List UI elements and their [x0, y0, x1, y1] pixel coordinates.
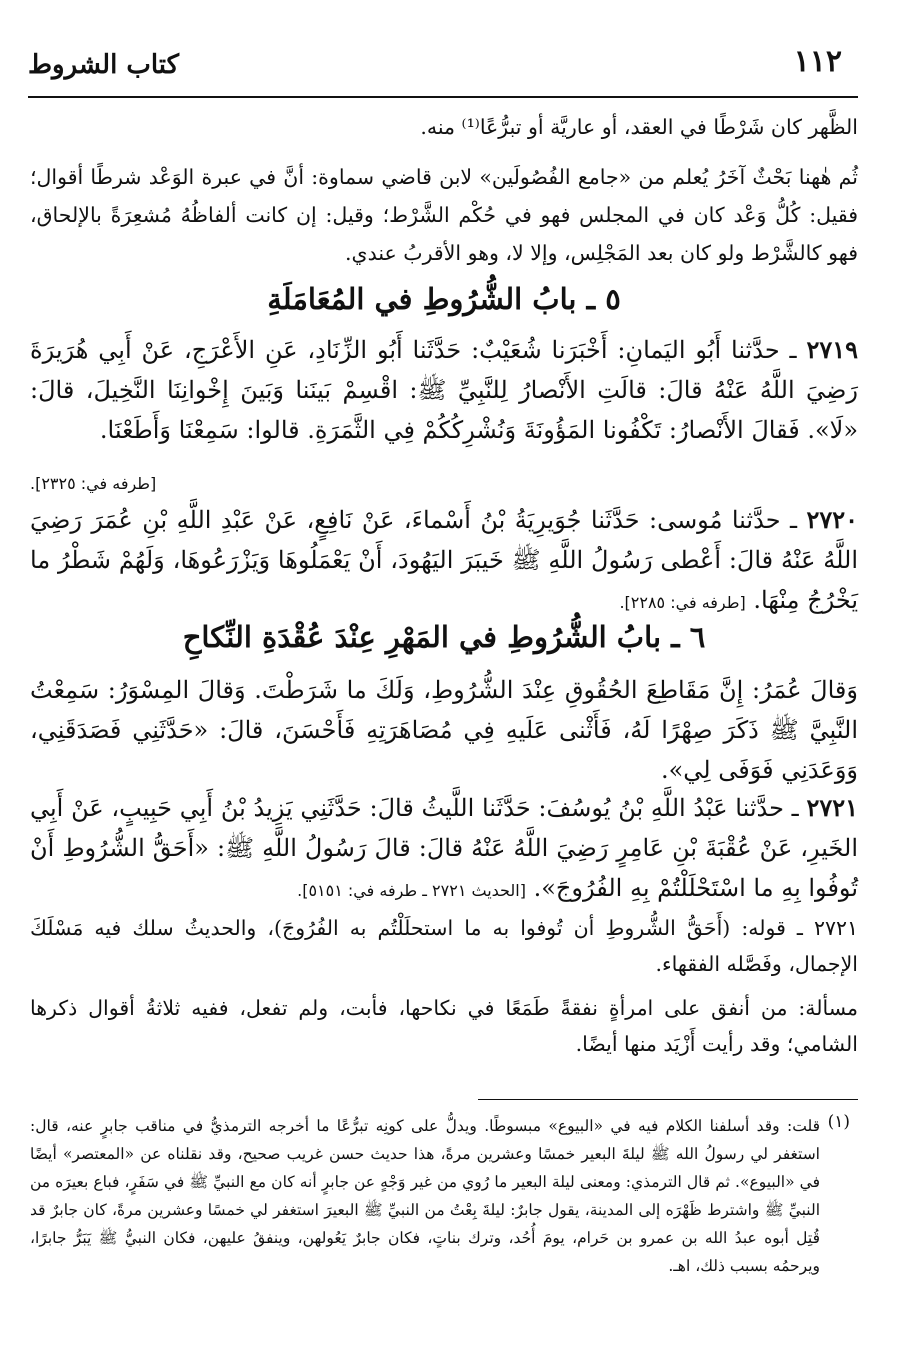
hadith-number: ٢٧٢٠: [806, 505, 858, 534]
hadith-reference: [طرفه في: ٢٢٨٥].: [619, 593, 746, 612]
commentary-number: ٢٧٢١: [813, 916, 858, 940]
hadith-2720: [30, 500, 858, 623]
masala-paragraph: [30, 990, 858, 1062]
commentary-2721: [30, 910, 858, 982]
hadith-number: ٢٧١٩: [806, 335, 858, 364]
hadith-text: ـ حدَّثنا أَبُو اليَمانِ: أَخْبَرَنا شُعَيْبٌ: حَدَّثَنا أَبُو الزِّنَادِ، عَنِ الأَعْرَجِ، عَنْ أَبِي هُرَيرَةَ رَضِيَ اللَّهُ عَنْهُ قالَ: قالَتِ الأَنْصارُ لِلنَّبِيِّ ﷺ: اقْسِمْ بَينَنا وَبَينَ إِخْوانِنَا النَّخِيلَ، قالَ: «لَا». فَقالَ الأَنْصارُ: تَكْفُونا المَؤُونَةَ وَنُشْرِكُكُمْ فِي الثَّمَرَةِ. قالوا: سَمِعْنَا وَأَطَعْنَا.: [30, 336, 858, 444]
footnote-marker: (١): [827, 1112, 850, 1132]
commentary-text: ـ قوله: (أَحَقُّ الشُّروطِ أن تُوفوا به ما استحلَلْتُم به الفُرُوجَ)، والحديثُ سلك فيه مَسْلَكَ الإجمال، وفَصَّله الفقهاء.: [30, 916, 858, 976]
page-number: ١١٢: [793, 44, 842, 79]
book-title: كتاب الشروط: [28, 50, 179, 80]
footnote-text: قلت: وقد أسلفنا الكلام فيه في «البيوع» مبسوطًا. ويدلُّ على كونِه تبرُّعًا ما أخرجه الترمذيُّ في مناقب جابرٍ عنه، قال: استغفر لي رسولُ الله ﷺ ليلةَ البعير خمسًا وعشرين مرةً، هذا حديث حسن غريب صحيح، وقد نقلناه عن «المعتصر» أيضًا في «البيوع». ثم قال الترمذي: ومعنى ليلة البعير ما رُوي من غير وَجْهٍ عن جابرٍ أنه كان مع النبيِّ ﷺ في سَفَرٍ، فباع بعيرَه من النبيِّ ﷺ واشترط ظَهْرَه إلى المدينة، يقول جابرٌ: ليلةَ بِعْتُ من النبيِّ ﷺ البعيرَ استغفر لي خمسًا وعشرين مرةً، كان جابرٌ قد قُتِل أبوه عبدُ الله بن عمرو بن حَرام، يومَ أُحُد، وترك بناتٍ، فكان جابرٌ يَعُولهن، وينفقُ عليهن، فكان النبيُّ ﷺ يَبَرُّ جابرًا، ويرحمُه بسبب ذلك، اهـ.: [30, 1117, 820, 1275]
hadith-2719: [30, 330, 858, 450]
hadith-2719-reference: [طرفه في: ٢٣٢٥].: [30, 474, 157, 493]
hadith-text: ـ حدَّثنا عَبْدُ اللَّهِ بْنُ يُوسُفَ: حَدَّثَنا اللَّيثُ قالَ: حَدَّثَنِي يَزِيدُ بْنُ أَبِي حَبِيبٍ، عَنْ أَبِي الخَيرِ، عَنْ عُقْبَةَ بْنِ عَامِرٍ رَضِيَ اللَّهُ عَنْهُ قالَ: قالَ رَسُولُ اللَّهِ ﷺ: «أَحَقُّ الشُّرُوطِ أَنْ تُوفُوا بِهِ ما اسْتَحْلَلْتُمْ بِهِ الفُرُوجَ».: [30, 794, 858, 902]
hadith-text: ـ حدَّثنا مُوسى: حَدَّثَنا جُوَيرِيَةُ بْنُ أَسْماءَ، عَنْ نَافِعٍ، عَنْ عَبْدِ اللَّهِ بْنِ عُمَرَ رَضِيَ اللَّهُ عَنْهُ قالَ: أَعْطى رَسُولُ اللَّهِ ﷺ خَيبَرَ اليَهُودَ، أَنْ يَعْمَلُوهَا وَيَزْرَعُوهَا، وَلَهُمْ شَطْرُ ما يَخْرُجُ مِنْهَا.: [30, 506, 858, 614]
intro-paragraph-1: الظَّهر كان شَرْطًا في العقد، أو عاريَّة أو تبرُّعًا⁽¹⁾ منه.: [420, 115, 858, 139]
chapter-6-title: ٦ ـ بابُ الشُّرُوطِ في المَهْرِ عِنْدَ عُقْدَةِ النِّكاحِ: [182, 620, 706, 654]
footnote-divider: [478, 1099, 858, 1100]
hadith-2721: [30, 788, 858, 911]
hadith-reference: [الحديث ٢٧٢١ ـ طرفه في: ٥١٥١].: [297, 881, 526, 900]
masala-text: من أنفق على امرأةٍ نفقةً طَمَعًا في نكاحها، فأبت، ولم تفعل، ففيه ثلاثةُ أقوال ذكرها الشامي؛ وقد رأيت أَزْيَد منها أيضًا.: [30, 996, 858, 1056]
chapter-5-title: ٥ ـ بابُ الشُّرُوطِ في المُعَامَلَةِ: [267, 282, 621, 316]
header-divider: [28, 96, 858, 98]
chapter-6-intro: وَقالَ عُمَرُ: إِنَّ مَقَاطِعَ الحُقُوقِ عِنْدَ الشُّرُوطِ، وَلَكَ ما شَرَطْتَ. وَقالَ المِسْوَرُ: سَمِعْتُ النَّبِيَّ ﷺ ذَكَرَ صِهْرًا لَهُ، فَأَثْنى عَلَيهِ فِي مُصَاهَرَتِهِ فَأَحْسَنَ، قالَ: «حَدَّثَنِي فَصَدَقَنِي، وَوَعَدَنِي فَوَفَى لِي».: [30, 676, 858, 784]
intro-paragraph-2: ثُم هٰهنا بَحْثٌ آخَرُ يُعلم من «جامع الفُصُولَين» لابن قاضي سماوة: أنَّ في عبرة الوَعْد شرطًا أقوال؛ فقيل: كُلُّ وَعْد كان في المجلس فهو في حُكْم الشَّرْط؛ وقيل: إن كانت ألفاظُهُ مُشعِرَةً بالإلحاق، فهو كالشَّرْط ولو كان بعد المَجْلِس، وإلا لا، وهو الأقربُ عندي.: [30, 165, 858, 265]
hadith-number: ٢٧٢١: [806, 793, 858, 822]
masala-label: مسألة:: [798, 996, 858, 1020]
